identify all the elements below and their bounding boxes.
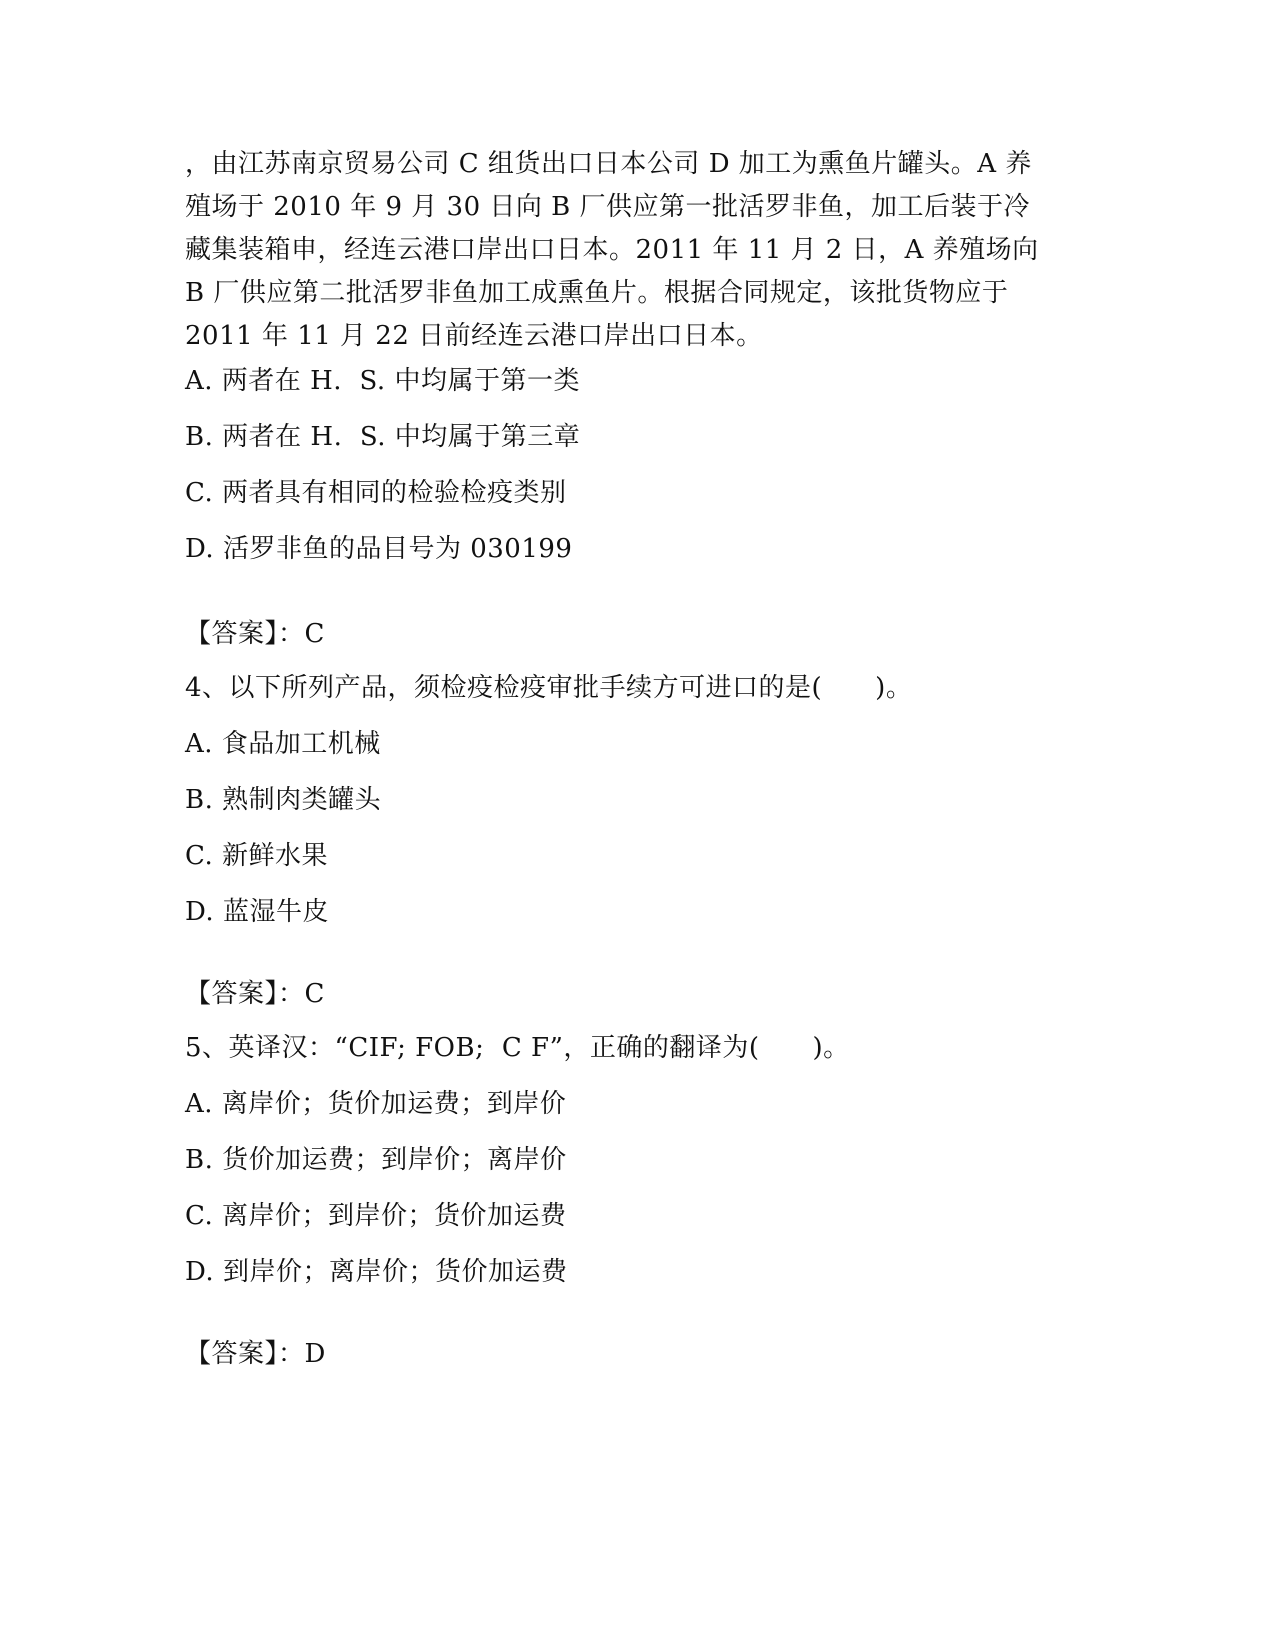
question-5-answer: 【答案】：D <box>185 1339 326 1369</box>
passage-line: B 厂供应第二批活罗非鱼加工成熏鱼片。根据合同规定，该批货物应于 <box>185 278 1009 308</box>
question-3-passage <box>185 143 1085 358</box>
question-5 <box>185 1020 1085 1300</box>
passage-line: 2011 年 11 月 22 日前经连云港口岸出口日本。 <box>185 321 763 351</box>
question-stem: 5、英译汉：“CIF; FOB; C F”，正确的翻译为( )。 <box>185 1033 850 1063</box>
option-a: A. 两者在 H. S. 中均属于第一类 <box>185 366 580 396</box>
option-d: D. 到岸价；离岸价；货价加运费 <box>185 1257 568 1287</box>
question-stem: 4、以下所列产品，须检疫检疫审批手续方可进口的是( )。 <box>185 673 913 703</box>
option-b: B. 两者在 H. S. 中均属于第三章 <box>185 422 581 452</box>
passage-line: 藏集装箱申，经连云港口岸出口日本。2011 年 11 月 2 日，A 养殖场向 <box>185 235 1039 265</box>
question-3-answer: 【答案】：C <box>185 619 325 649</box>
option-c: C. 两者具有相同的检验检疫类别 <box>185 478 567 508</box>
question-4-answer: 【答案】：C <box>185 979 325 1009</box>
option-c: C. 新鲜水果 <box>185 841 328 871</box>
option-c: C. 离岸价；到岸价；货价加运费 <box>185 1201 567 1231</box>
option-b: B. 货价加运费；到岸价；离岸价 <box>185 1145 567 1175</box>
option-b: B. 熟制肉类罐头 <box>185 785 382 815</box>
question-4 <box>185 660 1085 940</box>
option-a: A. 离岸价；货价加运费；到岸价 <box>185 1089 567 1119</box>
question-3-options <box>185 353 1085 577</box>
option-a: A. 食品加工机械 <box>185 729 381 759</box>
option-d: D. 活罗非鱼的品目号为 030199 <box>185 534 573 564</box>
passage-line: ，由江苏南京贸易公司 C 组货出口日本公司 D 加工为熏鱼片罐头。A 养 <box>185 149 1032 179</box>
option-d: D. 蓝湿牛皮 <box>185 897 329 927</box>
passage-line: 殖场于 2010 年 9 月 30 日向 B 厂供应第一批活罗非鱼，加工后装于冷 <box>185 192 1031 222</box>
